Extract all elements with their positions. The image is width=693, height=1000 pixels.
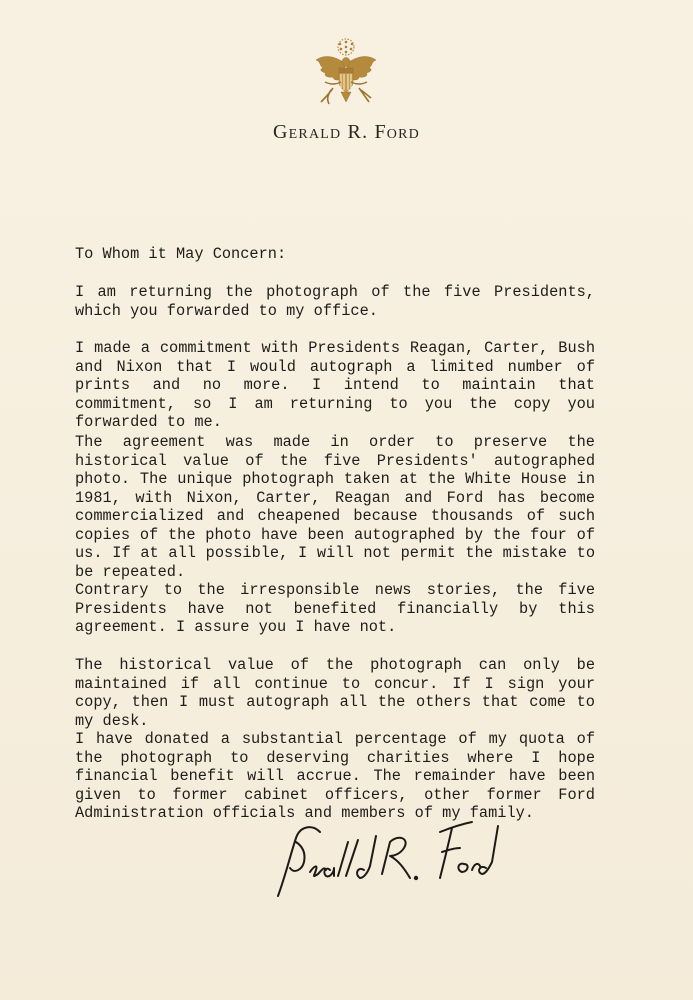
paragraph-3: The agreement was made in order to preserve the historical value of the five Presidents' autographed photo. The unique photograph taken at the White House in 1981, with Nixon, Carter, Reagan and Ford has become commercialized and cheapened because thousands of such copies of the photo have been autographed by the four of us. If at all possible, I will not permit the mistake to be repeated. [75, 433, 595, 581]
letterhead-name: Gerald R. Ford [273, 121, 420, 143]
paragraph-5: The historical value of the photograph can only be maintained if all continue to concur. If I sign your copy, then I must autograph all the others that come to my desk. [75, 656, 595, 730]
paragraph-2: I made a commitment with Presidents Reagan, Carter, Bush and Nixon that I would autograph a limited number of prints and no more. I intend to maintain that commitment, so I am returning to you the copy you forwarded to me. [75, 339, 595, 431]
presidential-eagle-seal-icon [311, 38, 381, 112]
paragraph-4: Contrary to the irresponsible news stories, the five Presidents have not benefited financially by this agreement. I assure you I have not. [75, 581, 595, 636]
salutation: To Whom it May Concern: [75, 245, 287, 263]
paragraph-6: I have donated a substantial percentage of my quota of the photograph to deserving charities where I hope financial benefit will accrue. The remainder have been given to former cabinet officers, other former Ford Administration officials and members of my family. [75, 730, 595, 822]
handwritten-signature [272, 812, 507, 907]
paragraph-1: I am returning the photograph of the five Presidents, which you forwarded to my office. [75, 283, 595, 320]
